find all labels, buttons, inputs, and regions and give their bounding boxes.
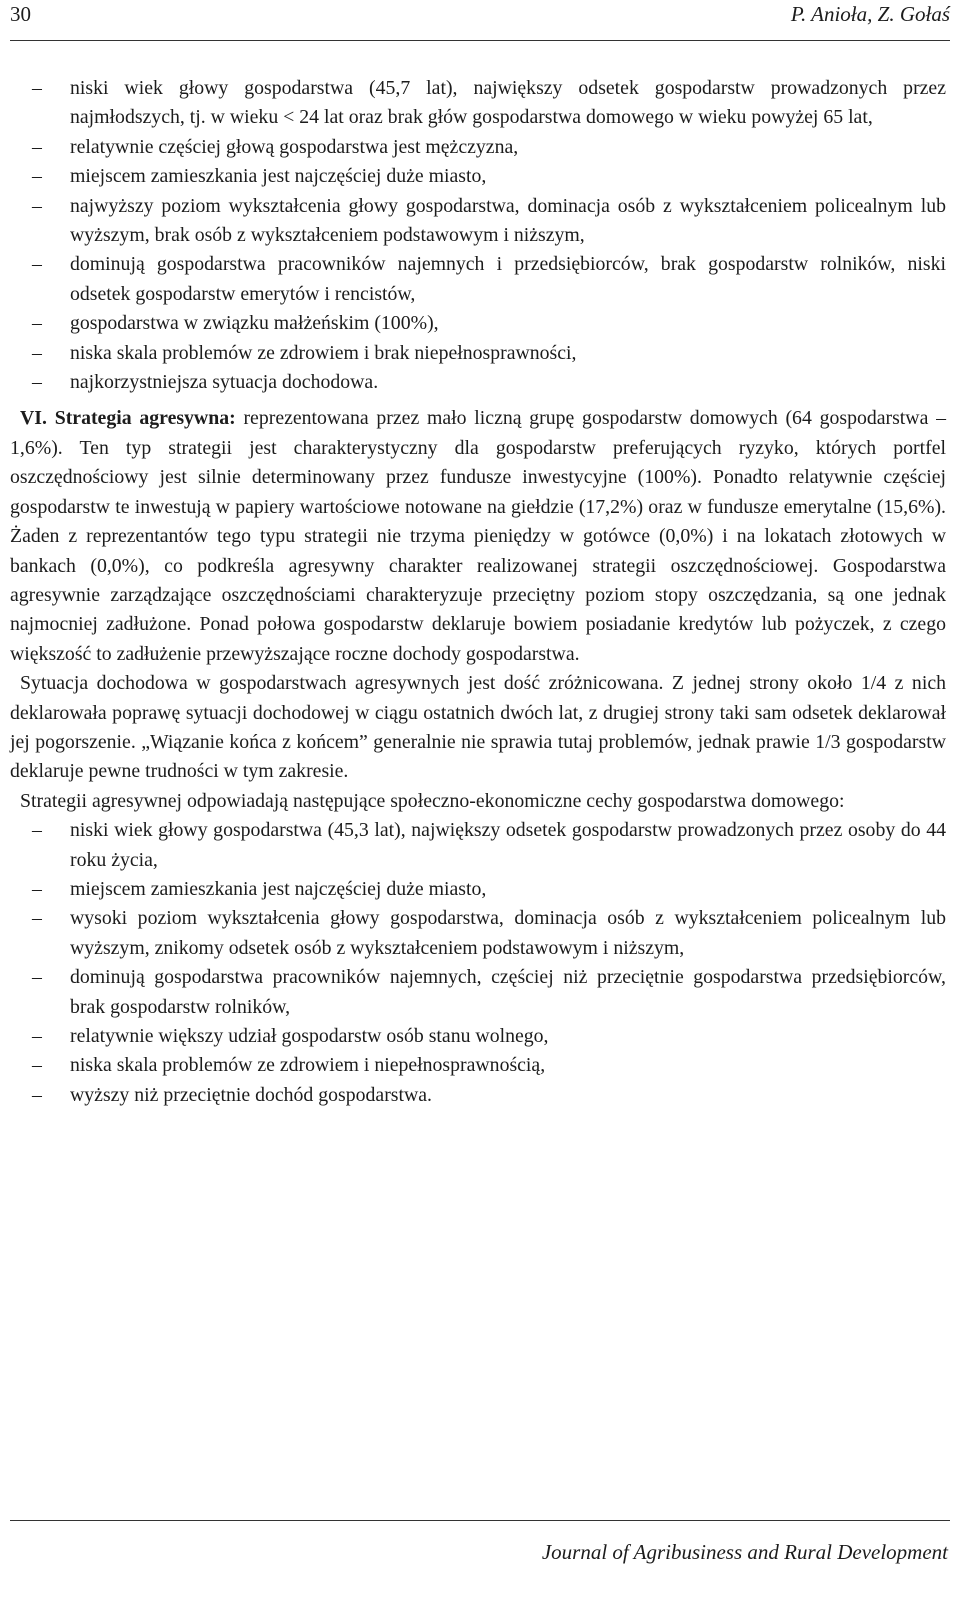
characteristics-list-aggressive <box>10 816 946 1110</box>
list-item: – miejscem zamieszkania jest najczęściej duże miasto, <box>10 162 946 191</box>
journal-name: Journal of Agribusiness and Rural Development <box>541 1540 948 1564</box>
list-item: – wyższy niż przeciętnie dochód gospodarstwa. <box>10 1081 946 1110</box>
section-vi-paragraph <box>10 404 946 669</box>
characteristics-list-previous <box>10 74 946 397</box>
list-item: – najwyższy poziom wykształcenia głowy gospodarstwa, dominacja osób z wykształceniem policealnym lub wyższym, brak osób z wykształceniem podstawowym i niższym, <box>10 192 946 251</box>
list-item: – niski wiek głowy gospodarstwa (45,3 lat), największy odsetek gospodarstw prowadzonych przez osoby do 44 roku życia, <box>10 816 946 875</box>
list-item: – niska skala problemów ze zdrowiem i brak niepełnosprawności, <box>10 339 946 368</box>
page-header <box>10 0 950 41</box>
list-item: – najkorzystniejsza sytuacja dochodowa. <box>10 368 946 397</box>
page-number: 30 <box>10 2 31 26</box>
section-heading: Strategia agresywna: <box>54 407 236 430</box>
list-item: – miejscem zamieszkania jest najczęściej duże miasto, <box>10 875 946 904</box>
list-item: – niska skala problemów ze zdrowiem i niepełnosprawnością, <box>10 1051 946 1080</box>
paragraph-income: Sytuacja dochodowa w gospodarstwach agresywnych jest dość zróżnicowana. Z jednej strony około 1/4 z nich deklarowała poprawę sytuacji dochodowej w ciągu ostatnich dwóch lat, z drugiej strony taki sam odsetek deklarował jej pogorszenie. „Wiązanie końca z końcem” generalnie nie sprawia tutaj problemów, jednak prawie 1/3 gospodarstw deklaruje pewne trudności w tym zakresie. <box>10 672 946 783</box>
section-number: VI. <box>20 407 47 430</box>
list-item: – dominują gospodarstwa pracowników najemnych i przedsiębiorców, brak gospodarstw rolników, niski odsetek gospodarstw emerytów i rencistów, <box>10 250 946 309</box>
page-body <box>10 74 946 1110</box>
list-item: – dominują gospodarstwa pracowników najemnych, częściej niż przeciętnie gospodarstwa przedsiębiorców, brak gospodarstw rolników, <box>10 963 946 1022</box>
list-item: – relatywnie częściej głową gospodarstwa jest mężczyzna, <box>10 133 946 162</box>
list-item: – gospodarstwa w związku małżeńskim (100%), <box>10 309 946 338</box>
running-head-authors: P. Anioła, Z. Gołaś <box>790 2 950 26</box>
paragraph-intro-list: Strategii agresywnej odpowiadają następujące społeczno-ekonomiczne cechy gospodarstwa domowego: <box>20 789 845 812</box>
list-item: – wysoki poziom wykształcenia głowy gospodarstwa, dominacja osób z wykształceniem policealnym lub wyższym, znikomy odsetek osób z wykształceniem podstawowym i niższym, <box>10 904 946 963</box>
footer-divider <box>10 1520 950 1521</box>
list-item: – niski wiek głowy gospodarstwa (45,7 lat), największy odsetek gospodarstw prowadzonych przez najmłodszych, tj. w wieku < 24 lat oraz brak głów gospodarstwa domowego w wieku powyżej 65 lat, <box>10 74 946 133</box>
section-text: reprezentowana przez mało liczną grupę gospodarstw domowych (64 gospodarstwa – 1,6%). Ten typ strategii jest charakterystyczny dla gospodarstw preferujących ryzyko, których portfel oszczędnościowy jest silnie determinowany przez fundusze inwestycyjne (100%). Ponadto relatywnie częściej gospodarstw te inwestują w papiery wartościowe notowane na giełdzie (17,2%) oraz w fundusze emerytalne (15,6%). Żaden z reprezentantów tego typu strategii nie trzyma pieniędzy w gotówce (0,0%) i na lokatach złotowych w bankach (0,0%), co podkreśla agresywny charakter realizowanej strategii oszczędnościowej. Gospodarstwa agresywnie zarządzające oszczędnościami charakteryzuje przeciętny poziom stopy oszczędzania, są one jednak najmocniej zadłużone. Ponad połowa gospodarstw deklaruje bowiem posiadanie kredytów lub pożyczek, z czego większość to zadłużenie przewyższające roczne dochody gospodarstwa. <box>10 407 947 665</box>
list-item: – relatywnie większy udział gospodarstw osób stanu wolnego, <box>10 1022 946 1051</box>
